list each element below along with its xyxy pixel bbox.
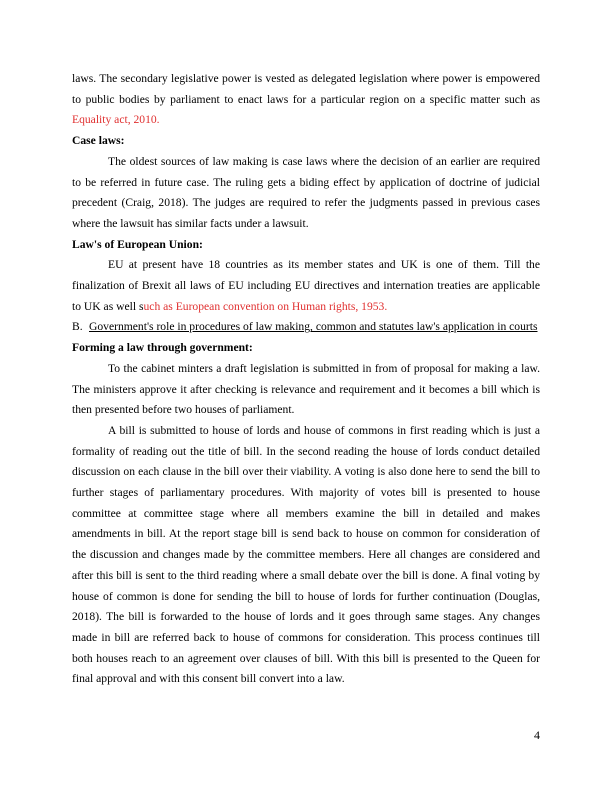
- paragraph-case-laws: The oldest sources of law making is case laws where the decision of an earlier are required to be referred in future case. The ruling gets a biding effect by application of doctrine of judicial precedent (Craig, 2018). The judges are required to refer the judgments passed in previous cases where the lawsuit has similar facts under a lawsuit.: [72, 154, 540, 230]
- paragraph-secondary-legislation: [72, 69, 540, 131]
- heading-case-laws: Case laws:: [72, 134, 125, 148]
- page-number: 4: [534, 728, 540, 742]
- heading-forming-law: Forming a law through government:: [72, 341, 253, 355]
- paragraph-forming-law-1: To the cabinet minters a draft legislation is submitted in from of proposal for making a law. The ministers approve it after checking is relevance and requirement and it becomes a bill which is then presented before two houses of parliament.: [72, 361, 540, 417]
- section-title-text: Government's role in procedures of law making, common and statutes law's application in courts: [89, 320, 538, 334]
- paragraph-text: laws. The secondary legislative power is vested as delegated legislation where power is empowered to public bodies by parliament to enact laws for a particular region on a specific matter such as: [72, 72, 540, 106]
- paragraph-text: EU at present have 18 countries as its member states and UK is one of them. Till the finalization of Brexit all laws of EU including EU directives and internation treaties are applicable to UK as well s: [72, 258, 540, 313]
- document-page: [72, 69, 540, 690]
- paragraph-eu-laws: [72, 255, 540, 317]
- highlighted-reference: uch as European convention on Human rights, 1953.: [143, 299, 388, 313]
- highlighted-reference: Equality act, 2010.: [72, 113, 160, 127]
- heading-eu-laws: Law's of European Union:: [72, 237, 203, 251]
- section-b-title: [72, 317, 540, 338]
- paragraph-forming-law-2: A bill is submitted to house of lords and house of commons in first reading which is just a formality of reading out the title of bill. In the second reading the house of lords conduct detailed discussion on each clause in the bill over their viability. A voting is also done here to send the bill to further stages of parliamentary procedures. With majority of votes bill is presented to house committee at committee stage where all members examine the bill in detailed and makes amendments in bill. At the report stage bill is send back to house on common for consideration of the discussion and changes made by the committee members. Here all changes are considered and after this bill is sent to the third reading where a small debate over the bill is done. A final voting by house of common is done for sending the bill to house of lords for further continuation (Douglas, 2018). The bill is forwarded to the house of lords and it goes through same stages. Any changes made in bill are referred back to house of commons for consideration. This process continues till both houses reach to an agreement over clauses of bill. With this bill is presented to the Queen for final approval and with this consent bill convert into a law.: [72, 423, 540, 686]
- section-letter: B.: [72, 320, 83, 334]
